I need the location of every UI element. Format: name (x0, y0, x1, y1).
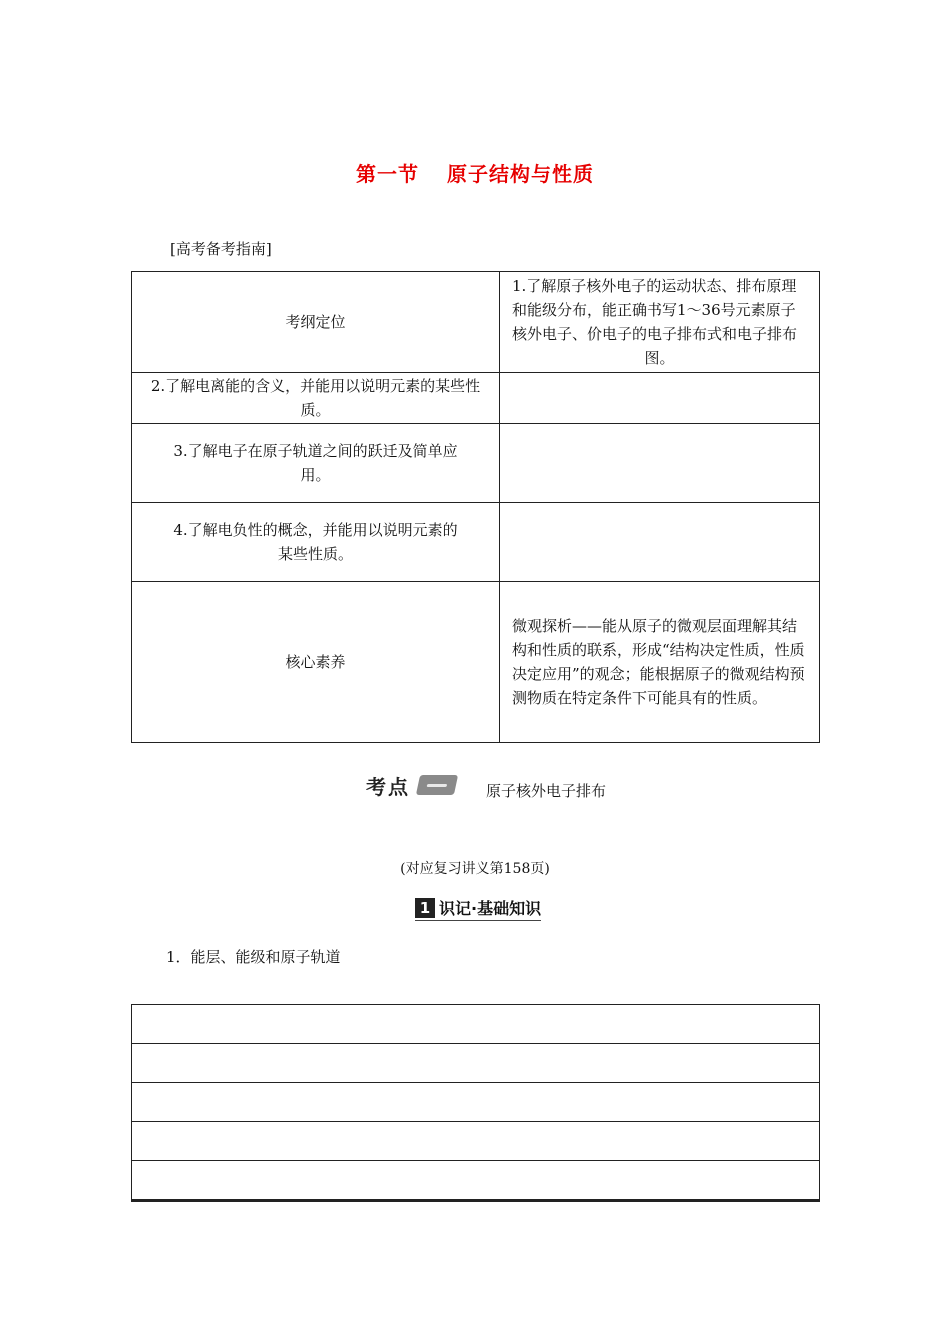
table-cell (500, 503, 820, 582)
table-row (132, 1122, 820, 1161)
table-row (132, 1161, 820, 1201)
page-title (0, 158, 950, 187)
kaodian-heading (366, 770, 456, 800)
kaodian-number-badge-icon (416, 775, 458, 795)
table-cell: 2.了解电离能的含义，并能用以说明元素的某些性质。 (132, 373, 500, 424)
reference-note: (对应复习讲义第158页) (400, 861, 550, 877)
table-cell (500, 272, 820, 373)
table-cell (132, 424, 500, 503)
table-cell: 核心素养 (132, 582, 500, 743)
table-cell (132, 503, 500, 582)
table-cell (500, 424, 820, 503)
table-cell (132, 1161, 820, 1201)
subheading: 1．能层、能级和原子轨道 (166, 948, 341, 966)
cell-text-tail: 图。 (644, 349, 675, 367)
guide-table (131, 271, 820, 743)
table-row (132, 582, 820, 743)
blank-table (131, 1004, 820, 1202)
kaodian-title: 考点 (366, 774, 410, 799)
table-cell (132, 1044, 820, 1083)
table-row (132, 503, 820, 582)
section-number-badge: 1 (415, 898, 435, 918)
section-heading (415, 896, 541, 921)
section-title: 识记·基础知识 (439, 899, 542, 918)
table-cell (132, 1005, 820, 1044)
table-row (132, 1005, 820, 1044)
page-title-section: 第一节 (356, 162, 419, 186)
table-cell (132, 1083, 820, 1122)
cell-text: 用。 (300, 466, 331, 484)
table-cell (132, 1122, 820, 1161)
cell-text: 1.了解原子核外电子的运动状态、排布原理和能级分布，能正确书写1～36号元素原子核外电子、价电子的电子排布式和电子排布 (512, 277, 798, 343)
table-row (132, 424, 820, 503)
cell-text: 3.了解电子在原子轨道之间的跃迁及简单应 (173, 442, 458, 460)
table-row (132, 1083, 820, 1122)
page-title-topic: 原子结构与性质 (447, 162, 594, 186)
cell-text: 某些性质。 (277, 545, 353, 563)
table-cell: 微观探析——能从原子的微观层面理解其结构和性质的联系，形成“结构决定性质，性质决定应用”的观念；能根据原子的微观结构预测物质在特定条件下可能具有的性质。 (500, 582, 820, 743)
cell-text: 4.了解电负性的概念，并能用以说明元素的 (173, 521, 458, 539)
kaodian-label: 原子核外电子排布 (486, 782, 607, 800)
table-row (132, 373, 820, 424)
table-cell: 考纲定位 (132, 272, 500, 373)
guide-label: [高考备考指南] (170, 240, 272, 258)
table-cell (500, 373, 820, 424)
table-row (132, 1044, 820, 1083)
table-row (132, 272, 820, 373)
